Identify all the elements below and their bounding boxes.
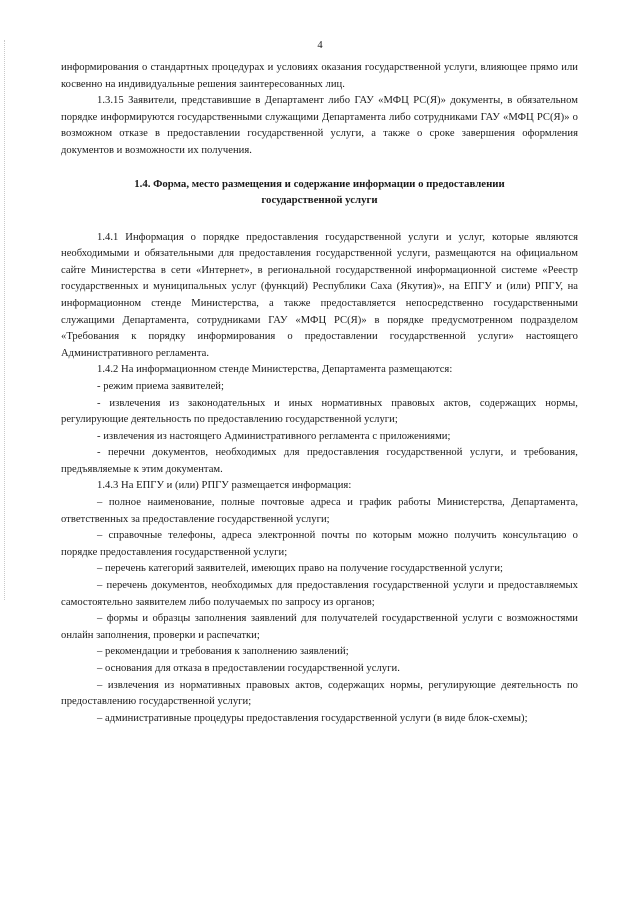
page-number: 4 [317,40,323,51]
list-item: – перечень документов, необходимых для предоставления государственной услуги и предоставляемых самостоятельно заявителем либо получаемых по запросу из органов; [61,580,578,608]
list-item: – справочные телефоны, адреса электронной почты по которым можно получить консультацию о порядке предоставления государственной услуги; [61,530,578,558]
document-body [61,60,578,727]
section-heading-line-1: 1.4. Форма, место размещения и содержание информации о предоставлении [134,177,505,190]
list-item: – основания для отказа в предоставлении государственной услуги. [97,663,400,674]
list-item: - извлечения из законодательных и иных нормативных правовых актов, содержащих нормы, регулирующие деятельность по предоставлению государственной услуги; [61,397,578,426]
list-item: – полное наименование, полные почтовые адреса и график работы Министерства, Департамента, ответственных за предоставление государственной услуги; [61,497,578,525]
section-heading-line-2: государственной услуги [261,193,378,206]
list-item: – извлечения из нормативных правовых актов, содержащих нормы, регулирующие деятельность по предоставлению государственной услуги; [61,679,578,708]
scan-binding-mark [4,40,6,600]
paragraph-1-3-15: 1.3.15 Заявители, представившие в Департамент либо ГАУ «МФЦ РС(Я)» документы, в обязательном порядке информируются государственными служащими Департамента либо сотрудниками ГАУ «МФЦ РС(Я)» о возможном отказе в предоставлении государственной услуги, а также о сроке завершения оформления документов и возможности их получения. [61,95,578,156]
paragraph-continuation: информирования о стандартных процедурах и условиях оказания государственной услуги, влияющее прямо или косвенно на индивидуальные решения заинтересованных лиц. [61,62,578,90]
section-heading-1-4 [61,176,578,208]
list-item: – административные процедуры предоставления государственной услуги (в виде блок-схемы); [97,712,528,724]
list-item: – рекомендации и требования к заполнению заявлений; [97,646,349,658]
list-item: - режим приема заявителей; [97,380,224,392]
paragraph-1-4-2: 1.4.2 На информационном стенде Министерства, Департамента размещаются: [97,364,453,376]
paragraph-1-4-1: 1.4.1 Информация о порядке предоставления государственной услуги и услуг, которые являются необходимыми и обязательными для предоставления государственной услуги, размещаются на официальном сайте Министерства в сети «Интернет», в региональной государственной информационной системе «Реестр государственных и муниципальных услуг (функций) Республики Саха (Якутия)», на ЕПГУ и (или) РПГУ, на информационном стенде Министерства, а также предоставляется непосредственно государственными служащими Департамента, сотрудниками ГАУ «МФЦ РС(Я)» в порядке предусмотренном подразделом «Требования к порядку информирования о предоставлении государственной услуги» настоящего Административного регламента. [61,231,578,359]
list-item: - извлечения из настоящего Административного регламента с приложениями; [97,430,451,442]
list-item: - перечни документов, необходимых для предоставления государственной услуги, и требования, предъявляемые к этим документам. [61,447,578,475]
list-item: – перечень категорий заявителей, имеющих право на получение государственной услуги; [97,563,503,575]
paragraph-1-4-3: 1.4.3 На ЕПГУ и (или) РПГУ размещается информация: [97,480,352,492]
list-item: – формы и образцы заполнения заявлений для получателей государственной услуги с возможностями онлайн заполнения, проверки и распечатки; [61,613,578,641]
